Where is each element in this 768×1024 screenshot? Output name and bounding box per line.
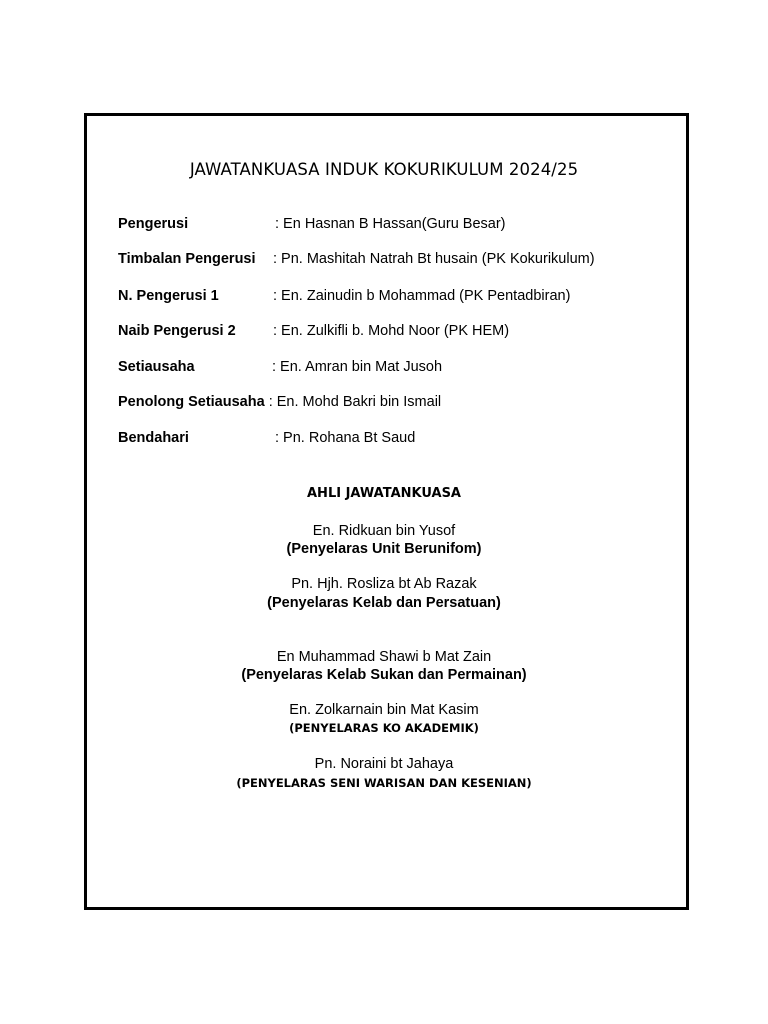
officer-row-bendahari [118, 430, 416, 446]
officer-role: Bendahari [118, 430, 189, 446]
officer-row-naib-pengerusi-2 [118, 323, 510, 339]
member-role: (Penyelaras Kelab dan Persatuan) [267, 595, 501, 611]
officer-row-naib-pengerusi-1 [118, 288, 571, 304]
officer-row-setiausaha [118, 359, 443, 375]
officer-row-penolong-setiausaha [118, 394, 441, 410]
member-name: En Muhammad Shawi b Mat Zain [276, 649, 492, 665]
officer-role: N. Pengerusi 1 [118, 288, 219, 304]
member-role: (Penyelaras Kelab Sukan dan Permainan) [241, 667, 527, 683]
officer-name: : En Hasnan B Hassan(Guru Besar) [275, 216, 506, 232]
officer-name: : En. Zainudin b Mohammad (PK Pentadbiran) [273, 288, 571, 304]
officer-name: : En. Zulkifli b. Mohd Noor (PK HEM) [273, 323, 510, 339]
officer-role: Pengerusi [118, 216, 189, 232]
member-name: En. Zolkarnain bin Mat Kasim [289, 702, 479, 718]
officer-row-timbalan-pengerusi [118, 251, 595, 267]
member-role: (PENYELARAS KO AKADEMIK) [289, 721, 479, 735]
officer-role: Penolong Setiausaha [118, 394, 265, 410]
officer-row-pengerusi [118, 216, 506, 232]
officer-role: Timbalan Pengerusi [118, 251, 256, 267]
member-name: En. Ridkuan bin Yusof [312, 523, 456, 539]
member-role: (Penyelaras Unit Berunifom) [286, 541, 482, 557]
officer-name: : Pn. Mashitah Natrah Bt husain (PK Kokurikulum) [273, 251, 595, 267]
officer-name: : Pn. Rohana Bt Saud [275, 430, 416, 446]
members-heading: AHLI JAWATANKUASA [307, 486, 461, 501]
officer-role: Setiausaha [118, 359, 195, 375]
member-name: Pn. Noraini bt Jahaya [314, 756, 454, 772]
officer-role: Naib Pengerusi 2 [118, 323, 236, 339]
document-border [84, 113, 689, 910]
member-name: Pn. Hjh. Rosliza bt Ab Razak [291, 576, 477, 592]
officer-name: : En. Amran bin Mat Jusoh [272, 359, 443, 375]
document-title: JAWATANKUASA INDUK KOKURIKULUM 2024/25 [189, 160, 579, 179]
officer-name: : En. Mohd Bakri bin Ismail [268, 394, 442, 410]
member-role: (PENYELARAS SENI WARISAN DAN KESENIAN) [236, 776, 532, 790]
